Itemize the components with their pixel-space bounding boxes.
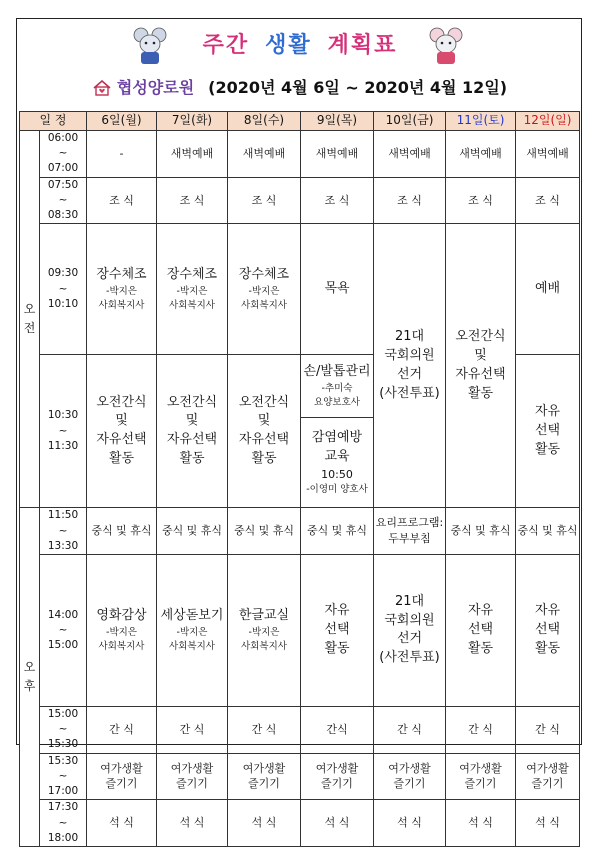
text-line: 활동 [251,451,277,467]
cell: 간 식 [228,706,301,753]
table-row [20,753,580,800]
text-line: 즐기기 [248,777,280,791]
time-slot [40,800,87,847]
staff-name: -추미숙 [321,382,353,394]
time-end: 08:30 [47,209,79,222]
text-line: 자유 [467,603,494,619]
time-sep: ~ [58,424,68,437]
text-line: 자유 [534,603,561,619]
time-sep: ~ [58,524,68,537]
time-slot [40,706,87,753]
activity-title: 손/발톱관리 [303,364,371,380]
text-line: 선택 [467,622,494,638]
cell [157,753,228,800]
activity-title: 장수체조 [238,267,290,283]
text-line: 즐기기 [105,777,138,791]
cell: 석 식 [516,800,580,847]
cell: 중식 및 휴식 [301,508,374,555]
title-word-2: 생활 [265,33,312,58]
activity-title: 영화감상 [96,608,147,624]
cell [228,355,301,508]
time-start: 15:30 [47,754,79,767]
subcell [301,355,373,418]
text-line: 오전간식 [455,329,506,345]
staff-name: -박지은 [248,627,280,639]
text-line: 여가생활 [170,761,214,775]
header-row [20,112,580,131]
cell-worship: 예배 [516,224,580,355]
time-end: 15:00 [47,639,79,652]
day-header: 6일(월) [87,112,157,131]
subtitle [0,75,600,98]
text-line: 선택 [534,422,561,438]
text-line: 자유선택 [96,432,147,448]
cell: 새벽예배 [446,131,516,178]
cell [301,554,374,706]
day-header: 10일(금) [374,112,446,131]
cell: 석 식 [87,800,157,847]
time-slot [40,224,87,355]
text-line: 활동 [467,385,494,401]
cell [157,224,228,355]
cell: 새벽예배 [374,131,446,178]
activity-title: 교육 [324,448,350,464]
time-sep: ~ [58,147,68,160]
page-title [0,28,600,59]
text-line: 오전간식 [166,394,218,410]
day-header: 8일(수) [228,112,301,131]
subcell [301,418,373,507]
text-line: (사전투표) [379,385,440,401]
staff-role: 사회복지사 [98,640,145,652]
time-slot [40,753,87,800]
cell-election [374,554,446,706]
cell [516,554,580,706]
cell: 간 식 [87,706,157,753]
cell: 새벽예배 [516,131,580,178]
text-line: 선거 [396,631,423,647]
staff-role: 사회복지사 [241,299,287,311]
cell: 조 식 [228,177,301,224]
staff-name: -박지은 [106,285,137,297]
text-line: 자유 [534,404,561,420]
cell: 조 식 [301,177,374,224]
time-slot [40,355,87,508]
day-header-sunday: 12일(일) [516,112,580,131]
text-line: 요리프로그램: [375,516,444,530]
period-char: 오 [23,659,36,674]
period-morning [20,131,40,508]
text-line: 선택 [324,622,350,638]
table-row [20,800,580,847]
time-start: 07:50 [47,178,79,191]
activity-title: 장수체조 [166,267,218,283]
cell: 조 식 [446,177,516,224]
time-sep: ~ [58,769,68,782]
activity-title: 한글교실 [238,608,290,624]
text-line: 즐기기 [531,777,564,791]
text-line: 활동 [467,640,494,656]
org-name: 협성양로원 [116,78,195,97]
cell [87,554,157,706]
staff-role: 사회복지사 [169,640,215,652]
cell: 새벽예배 [301,131,374,178]
cell [301,753,374,800]
period-char: 오 [23,301,36,316]
day-header: 9일(목) [301,112,374,131]
time-slot [40,508,87,555]
text-line: 즐기기 [176,777,208,791]
text-line: 자유선택 [455,366,506,382]
table-row [20,131,580,178]
cell: 중식 및 휴식 [87,508,157,555]
staff-role: 요양보호사 [314,396,360,408]
text-line: 선택 [534,622,561,638]
period-char: 후 [23,679,36,694]
time-slot [40,177,87,224]
cell: 중식 및 휴식 [516,508,580,555]
cell: 석 식 [446,800,516,847]
activity-title: 감염예방 [311,430,363,446]
cell: 새벽예배 [157,131,228,178]
cell: 간 식 [374,706,446,753]
table-row [20,554,580,706]
time-end: 15:30 [47,738,79,751]
date-label: 일 정 [20,112,87,131]
cell: 중식 및 휴식 [157,508,228,555]
table-row [20,177,580,224]
house-heart-icon [93,80,111,96]
text-line: (사전투표) [379,650,440,666]
activity-title: 장수체조 [96,267,147,283]
cell [374,508,446,555]
cell [516,355,580,508]
time-sep: ~ [58,282,68,295]
staff-name: -박지은 [176,627,208,639]
cell: 석 식 [374,800,446,847]
cell: 석 식 [301,800,374,847]
time-slot [40,131,87,178]
time-slot [40,554,87,706]
cell: 조 식 [374,177,446,224]
text-line: 자유선택 [238,432,290,448]
time-sep: ~ [58,193,68,206]
time-end: 10:10 [47,297,79,310]
cell: 조 식 [516,177,580,224]
text-line: 및 [257,413,271,429]
text-line: 및 [474,347,487,363]
period-char: 전 [23,321,36,336]
cell [157,554,228,706]
text-line: 국회의원 [384,612,435,628]
title-word-3: 계획표 [327,33,398,58]
cell [446,554,516,706]
cell: 간 식 [516,706,580,753]
text-line: 활동 [324,640,350,656]
time-start: 17:30 [47,801,79,814]
text-line: 활동 [179,451,205,467]
schedule-table [19,111,580,847]
cell: 중식 및 휴식 [446,508,516,555]
cell: 석 식 [228,800,301,847]
day-header: 7일(화) [157,112,228,131]
time-start: 11:50 [47,509,79,522]
time-start: 10:30 [47,409,79,422]
cell: 새벽예배 [228,131,301,178]
text-line: 활동 [534,441,561,457]
staff-name: -이영미 양호사 [306,483,368,495]
cell [87,753,157,800]
time-start: 09:30 [47,267,79,280]
time-sep: ~ [58,623,68,636]
activity-title: 세상돋보기 [160,608,224,624]
text-line: 즐기기 [393,777,426,791]
text-line: 여가생활 [315,761,359,775]
staff-name: -박지은 [176,285,208,297]
text-line: 및 [115,413,128,429]
text-line: 21대 [394,593,425,609]
cell [228,554,301,706]
period-afternoon [20,508,40,847]
text-line: 두부부침 [388,532,431,546]
day-header-saturday: 11일(토) [446,112,516,131]
staff-name: -박지은 [248,285,280,297]
cell [446,224,516,508]
cell-election [374,224,446,508]
cell [87,355,157,508]
text-line: 즐기기 [321,777,353,791]
event-time: 10:50 [321,467,353,481]
staff-role: 사회복지사 [169,299,215,311]
text-line: 자유 [324,603,350,619]
time-start: 15:00 [47,707,79,720]
cell [157,355,228,508]
time-sep: ~ [58,816,68,829]
cell: 간 식 [446,706,516,753]
text-line: 여가생활 [459,761,502,775]
time-end: 11:30 [47,439,79,452]
text-line: 오전간식 [96,394,147,410]
cell: 조 식 [157,177,228,224]
time-end: 18:00 [47,831,79,844]
text-line: 국회의원 [384,347,435,363]
time-sep: ~ [58,723,68,736]
cell: - [87,131,157,178]
cell: 간식 [301,706,374,753]
cell-split [301,355,374,508]
time-end: 17:00 [47,785,79,798]
cell: 석 식 [157,800,228,847]
title-word-1: 주간 [202,33,250,58]
text-line: 여가생활 [242,761,286,775]
cell [87,224,157,355]
text-line: 오전간식 [238,394,290,410]
cell: 조 식 [87,177,157,224]
time-start: 06:00 [47,132,79,144]
text-line: 여가생활 [100,761,143,775]
date-range: (2020년 4월 6일 ~ 2020년 4월 12일) [208,78,508,97]
cell [516,753,580,800]
text-line: 자유선택 [166,432,218,448]
staff-role: 사회복지사 [241,640,287,652]
text-line: 활동 [108,451,135,467]
time-end: 07:00 [47,162,79,175]
text-line: 21대 [394,329,425,345]
staff-name: -박지은 [106,627,137,639]
text-line: 여가생활 [388,761,431,775]
cell: 목욕 [301,224,374,355]
cell [374,753,446,800]
table-row [20,224,580,355]
text-line: 즐기기 [464,777,497,791]
text-line: 활동 [534,640,561,656]
table-row [20,706,580,753]
table-row [20,508,580,555]
text-line: 선거 [396,366,423,382]
cell [446,753,516,800]
cell: 중식 및 휴식 [228,508,301,555]
time-start: 14:00 [47,608,79,621]
cell: 간 식 [157,706,228,753]
cell [228,224,301,355]
text-line: 및 [185,413,199,429]
cell [228,753,301,800]
time-end: 13:30 [47,539,79,552]
text-line: 여가생활 [526,761,569,775]
staff-role: 사회복지사 [98,299,145,311]
